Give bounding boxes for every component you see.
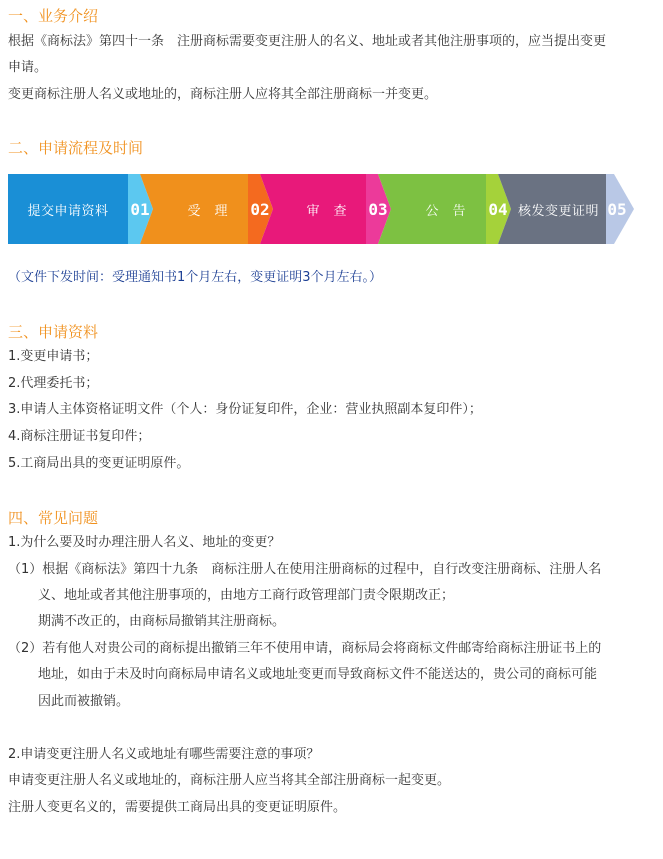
step-4-label: 公告 <box>425 203 480 219</box>
material-item-5: 5.工商局出具的变更证明原件。 <box>8 456 190 471</box>
intro-line-1: 根据《商标法》第四十一条 注册商标需要变更注册人的名义、地址或者其他注册事项的，应当提出变更 <box>8 34 607 49</box>
step-1-number: 01 <box>130 199 150 219</box>
faq-answer-q2-line-2: 注册人变更名义的，需要提供工商局出具的变更证明原件。 <box>8 800 347 815</box>
material-item-1: 1.变更申请书； <box>8 349 99 364</box>
intro-line-2: 申请。 <box>8 60 48 75</box>
section-title-materials: 三、申请资料 <box>8 323 99 341</box>
step-2-label: 受理 <box>187 203 242 219</box>
faq-answer-1-line-1: （1）根据《商标法》第四十九条 商标注册人在使用注册商标的过程中，自行改变注册商标、注册人名 <box>8 562 602 577</box>
step-5-number: 05 <box>607 199 627 219</box>
material-item-3: 3.申请人主体资格证明文件（个人：身份证复印件，企业：营业执照副本复印件）； <box>8 402 482 417</box>
section-title-faq: 四、常见问题 <box>8 509 99 527</box>
material-item-4: 4.商标注册证书复印件； <box>8 429 151 444</box>
faq-answer-2-line-1: （2）若有他人对贵公司的商标提出撤销三年不使用申请，商标局会将商标文件邮寄给商标注册证书上的 <box>8 641 602 656</box>
faq-question-1: 1.为什么要及时办理注册人名义、地址的变更？ <box>8 535 281 550</box>
intro-line-3: 变更商标注册人名义或地址的，商标注册人应将其全部注册商标一并变更。 <box>8 87 438 102</box>
step-5-label: 核发变更证明 <box>517 203 599 219</box>
faq-question-2: 2.申请变更注册人名义或地址有哪些需要注意的事项？ <box>8 747 320 762</box>
faq-answer-1-line-3: 期满不改正的，由商标局撤销其注册商标。 <box>38 614 286 629</box>
step-3-label: 审查 <box>306 203 361 219</box>
step-3-number: 03 <box>368 199 388 219</box>
material-item-2: 2.代理委托书； <box>8 376 99 391</box>
section-title-process: 二、申请流程及时间 <box>8 139 144 157</box>
faq-answer-2-line-3: 因此而被撤销。 <box>38 694 130 709</box>
processing-time-note: （文件下发时间：受理通知书1个月左右，变更证明3个月左右。） <box>8 270 383 285</box>
step-2-number: 02 <box>250 199 270 219</box>
step-1-label: 提交申请资料 <box>27 203 109 219</box>
step-4-number: 04 <box>488 199 508 219</box>
section-title-business-intro: 一、业务介绍 <box>8 7 99 25</box>
process-flow <box>8 174 634 244</box>
faq-answer-2-line-2: 地址，如由于未及时向商标局申请名义或地址变更而导致商标文件不能送达的，贵公司的商标可能 <box>38 667 598 682</box>
faq-answer-1-line-2: 义、地址或者其他注册事项的，由地方工商行政管理部门责令限期改正； <box>38 588 455 603</box>
faq-answer-q2-line-1: 申请变更注册人名义或地址的，商标注册人应当将其全部注册商标一起变更。 <box>8 773 451 788</box>
